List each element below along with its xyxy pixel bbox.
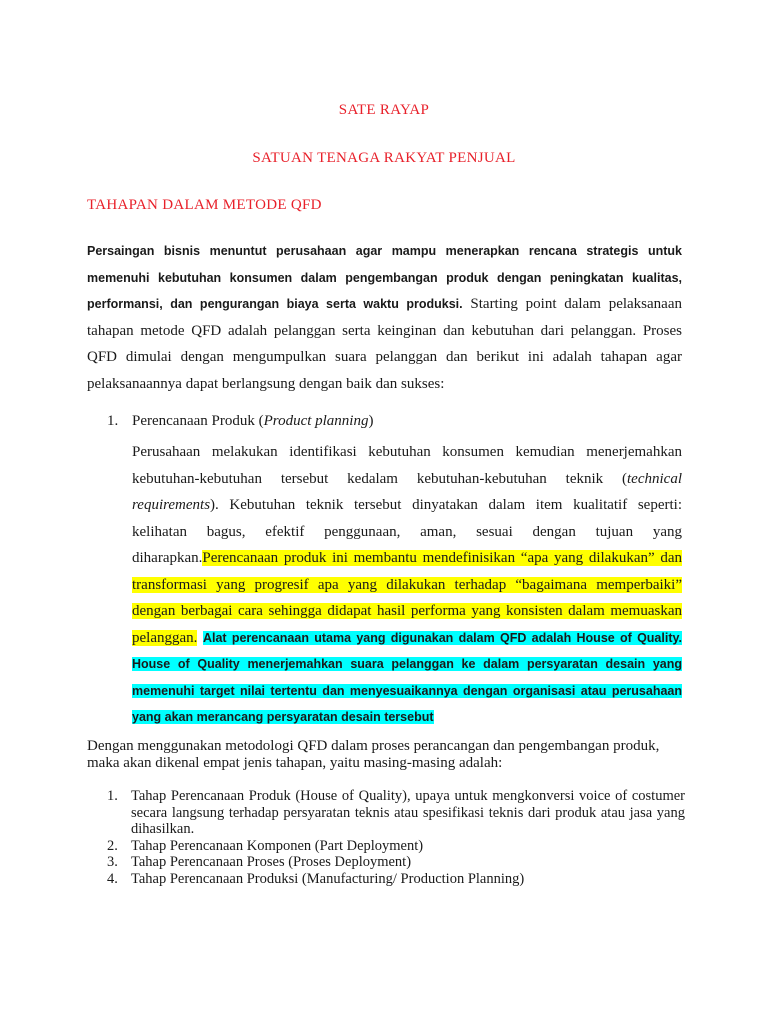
list-item	[107, 871, 685, 888]
section-heading: TAHAPAN DALAM METODE QFD	[87, 197, 322, 213]
document-subtitle: SATUAN TENAGA RAKYAT PENJUAL	[252, 150, 516, 166]
list-item-text: Tahap Perencanaan Produksi (Manufacturing/ Production Planning)	[131, 870, 525, 887]
item1-highlight-cyan: Alat perencanaan utama yang digunakan dalam QFD adalah House of Quality. House of Quality menerjemahkan suara pelanggan ke dalam persyaratan desain yang memenuhi target nilai tertentu dan menyesuaikannya dengan organisasi atau perusahaan yang akan merancang persyaratan desain tersebut	[132, 630, 682, 724]
list-item-number: 3.	[107, 854, 118, 870]
item1-title-suffix: )	[368, 413, 374, 429]
list-item-number: 4.	[107, 870, 118, 887]
list-item	[107, 854, 685, 871]
item1-title-prefix: Perencanaan Produk (	[132, 413, 264, 429]
list-item	[107, 838, 685, 855]
item1-number: 1.	[107, 413, 119, 429]
item1-title	[107, 413, 373, 430]
item1-title-italic: Product planning	[263, 413, 369, 429]
item1-text-italic: technical requirements	[132, 470, 682, 513]
stages-list	[107, 788, 685, 887]
list-item-number: 2.	[107, 837, 118, 854]
list-item-text: Tahap Perencanaan Proses (Proses Deployment)	[131, 854, 412, 870]
item1-text-b: ). Kebutuhan teknik tersebut dinyatakan dalam item kualitatif seperti: kelihatan bagus, efektif penggunaan, aman, sesuai dengan tujuan yang diharapkan.	[132, 497, 682, 566]
intro-normal-text: Starting point dalam pelaksanaan tahapan metode QFD adalah pelanggan serta keinginan dan kebutuhan dari pelanggan. Proses QFD dimulai dengan mengumpulkan suara pelanggan dan berikut ini adalah tahapan agar pelaksanaannya dapat berlangsung dengan baik dan sukses:	[87, 296, 682, 392]
list-item-text: Tahap Perencanaan Produk (House of Quality), upaya untuk mengkonversi voice of costumer secara langsung terhadap persyaratan teknis atau spesifikasi teknis dari produk atau jasa yang dihasilkan.	[131, 788, 685, 837]
intro-paragraph	[87, 238, 682, 397]
document-title: SATE RAYAP	[338, 102, 430, 118]
list-item-number: 1.	[107, 788, 118, 804]
list-item	[107, 788, 685, 838]
item1-highlight-yellow: Perencanaan produk ini membantu mendefinisikan “apa yang dilakukan” dan transformasi yang progresif apa yang dilakukan terhadap “bagaimana memperbaiki” dengan berbagai cara sehingga didapat hasil performa yang konsisten dalam memuaskan pelanggan.	[132, 550, 682, 646]
item1-body	[132, 439, 682, 731]
intro-bold-text: Persaingan bisnis menuntut perusahaan agar mampu menerapkan rencana strategis untuk memenuhi kebutuhan konsumen dalam pengembangan produk dengan peningkatan kualitas, performansi, dan pengurangan biaya serta waktu produksi.	[87, 244, 682, 311]
item1-text-a: Perusahaan melakukan identifikasi kebutuhan konsumen kemudian menerjemahkan kebutuhan-kebutuhan tersebut kedalam kebutuhan-kebutuhan teknik (	[132, 444, 682, 487]
list-item-text: Tahap Perencanaan Komponen (Part Deployment)	[131, 837, 424, 854]
stages-intro-paragraph: Dengan menggunakan metodologi QFD dalam proses perancangan dan pengembangan produk, maka akan dikenal empat jenis tahapan, yaitu masing-masing adalah:	[87, 738, 660, 771]
